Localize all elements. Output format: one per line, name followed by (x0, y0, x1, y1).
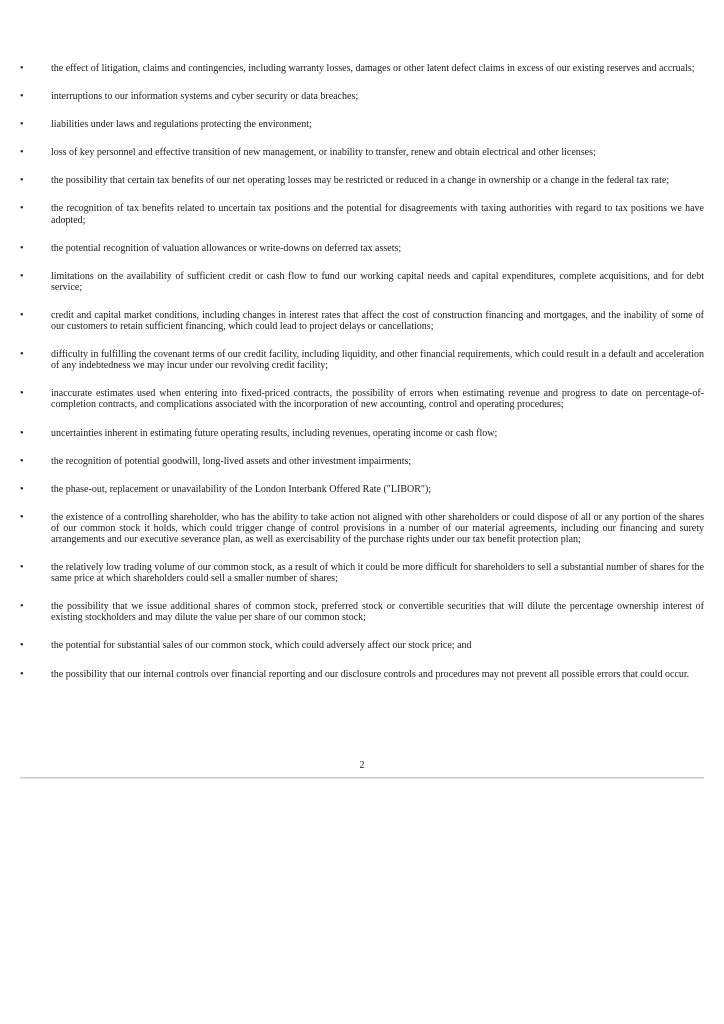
list-item-text: the possibility that we issue additional shares of common stock, preferred stock or convertible securities that will dilute the percentage ownership interest of existing stockholders and may dilute the value per share of our common stock; (51, 601, 704, 624)
list-item (20, 271, 704, 293)
list-item (20, 669, 704, 680)
bullet-icon: • (20, 270, 24, 282)
list-item-text: limitations on the availability of sufficient credit or cash flow to fund our working capital needs and capital expenditures, complete acquisitions, and for debt service; (51, 270, 704, 293)
list-item (20, 203, 704, 225)
bullet-icon: • (20, 427, 24, 439)
bullet-icon: • (20, 668, 24, 680)
bullet-icon: • (20, 562, 24, 574)
list-item (20, 119, 704, 130)
list-item (20, 175, 704, 186)
list-item-text: loss of key personnel and effective transition of new management, or inability to transfer, renew and obtain electrical and other licenses; (51, 147, 596, 159)
list-item (20, 349, 704, 371)
list-item (20, 456, 704, 467)
list-item-text: uncertainties inherent in estimating future operating results, including revenues, operating income or cash flow; (51, 427, 498, 439)
list-item (20, 243, 704, 254)
page-divider (20, 777, 704, 779)
bullet-icon: • (20, 63, 24, 74)
list-item (20, 428, 704, 439)
list-item (20, 562, 704, 584)
list-item (20, 63, 704, 74)
bullet-icon: • (20, 640, 24, 652)
list-item-text: the relatively low trading volume of our common stock, as a result of which it could be more difficult for shareholders to sell a substantial number of shares for the same price at which shareholders could sell a smaller number of shares; (51, 562, 704, 585)
list-item-text: the phase-out, replacement or unavailability of the London Interbank Offered Rate ("LIBOR"); (51, 483, 432, 495)
list-item-text: the effect of litigation, claims and contingencies, including warranty losses, damages or other latent defect claims in excess of our existing reserves and accruals; (51, 63, 695, 74)
bullet-icon: • (20, 203, 24, 215)
page-number: 2 (359, 760, 365, 771)
list-item (20, 601, 704, 623)
list-item-text: the existence of a controlling shareholder, who has the ability to take action not aligned with other shareholders or could dispose of all or any portion of the shares of our common stock it holds, which could trigger change of control provisions in a number of our material agreements, including our financing and surety arrangements and our executive severance plan, as well as exercisability of the purchase rights under our tax benefit protection plan; (51, 511, 704, 545)
bullet-icon: • (20, 91, 24, 103)
bullet-icon: • (20, 388, 24, 400)
bullet-icon: • (20, 455, 24, 467)
bullet-icon: • (20, 242, 24, 254)
list-item (20, 388, 704, 410)
bullet-icon: • (20, 483, 24, 495)
list-item-text: the recognition of potential goodwill, long-lived assets and other investment impairments; (51, 455, 412, 467)
list-item-text: liabilities under laws and regulations protecting the environment; (51, 119, 312, 131)
risk-factor-list (20, 63, 704, 697)
list-item (20, 91, 704, 102)
list-item-text: credit and capital market conditions, including changes in interest rates that affect the cost of construction financing and mortgages, and the inability of some of our customers to retain sufficient financing, which could lead to project delays or cancellations; (51, 309, 704, 333)
bullet-icon: • (20, 175, 24, 187)
list-item-text: the recognition of tax benefits related to uncertain tax positions and the potential for disagreements with taxing authorities with regard to tax positions we have adopted; (51, 203, 704, 226)
list-item (20, 147, 704, 158)
list-item-text: the potential recognition of valuation allowances or write-downs on deferred tax assets; (51, 242, 402, 254)
list-item (20, 512, 704, 545)
list-item-text: the possibility that our internal controls over financial reporting and our disclosure controls and procedures may not prevent all possible errors that could occur. (51, 668, 690, 680)
list-item-text: the possibility that certain tax benefits of our net operating losses may be restricted or reduced in a change in ownership or a change in the federal tax rate; (51, 175, 670, 187)
list-item-text: difficulty in fulfilling the covenant terms of our credit facility, including liquidity, and other financial requirements, which could result in a default and acceleration of any indebtedness we may incur under our revolving credit facility; (51, 349, 704, 372)
list-item-text: interruptions to our information systems and cyber security or data breaches; (51, 91, 359, 103)
bullet-icon: • (20, 119, 24, 131)
bullet-icon: • (20, 601, 24, 613)
bullet-icon: • (20, 309, 24, 321)
bullet-icon: • (20, 349, 24, 361)
list-item (20, 640, 704, 651)
bullet-icon: • (20, 511, 24, 523)
list-item-text: the potential for substantial sales of our common stock, which could adversely affect our stock price; and (51, 640, 472, 652)
bullet-icon: • (20, 147, 24, 159)
list-item-text: inaccurate estimates used when entering into fixed-priced contracts, the possibility of errors when estimating revenue and progress to date on percentage-of-completion contracts, and complications associated with the incorporation of new accounting, control and operating procedures; (51, 388, 704, 411)
list-item (20, 310, 704, 332)
list-item (20, 484, 704, 495)
